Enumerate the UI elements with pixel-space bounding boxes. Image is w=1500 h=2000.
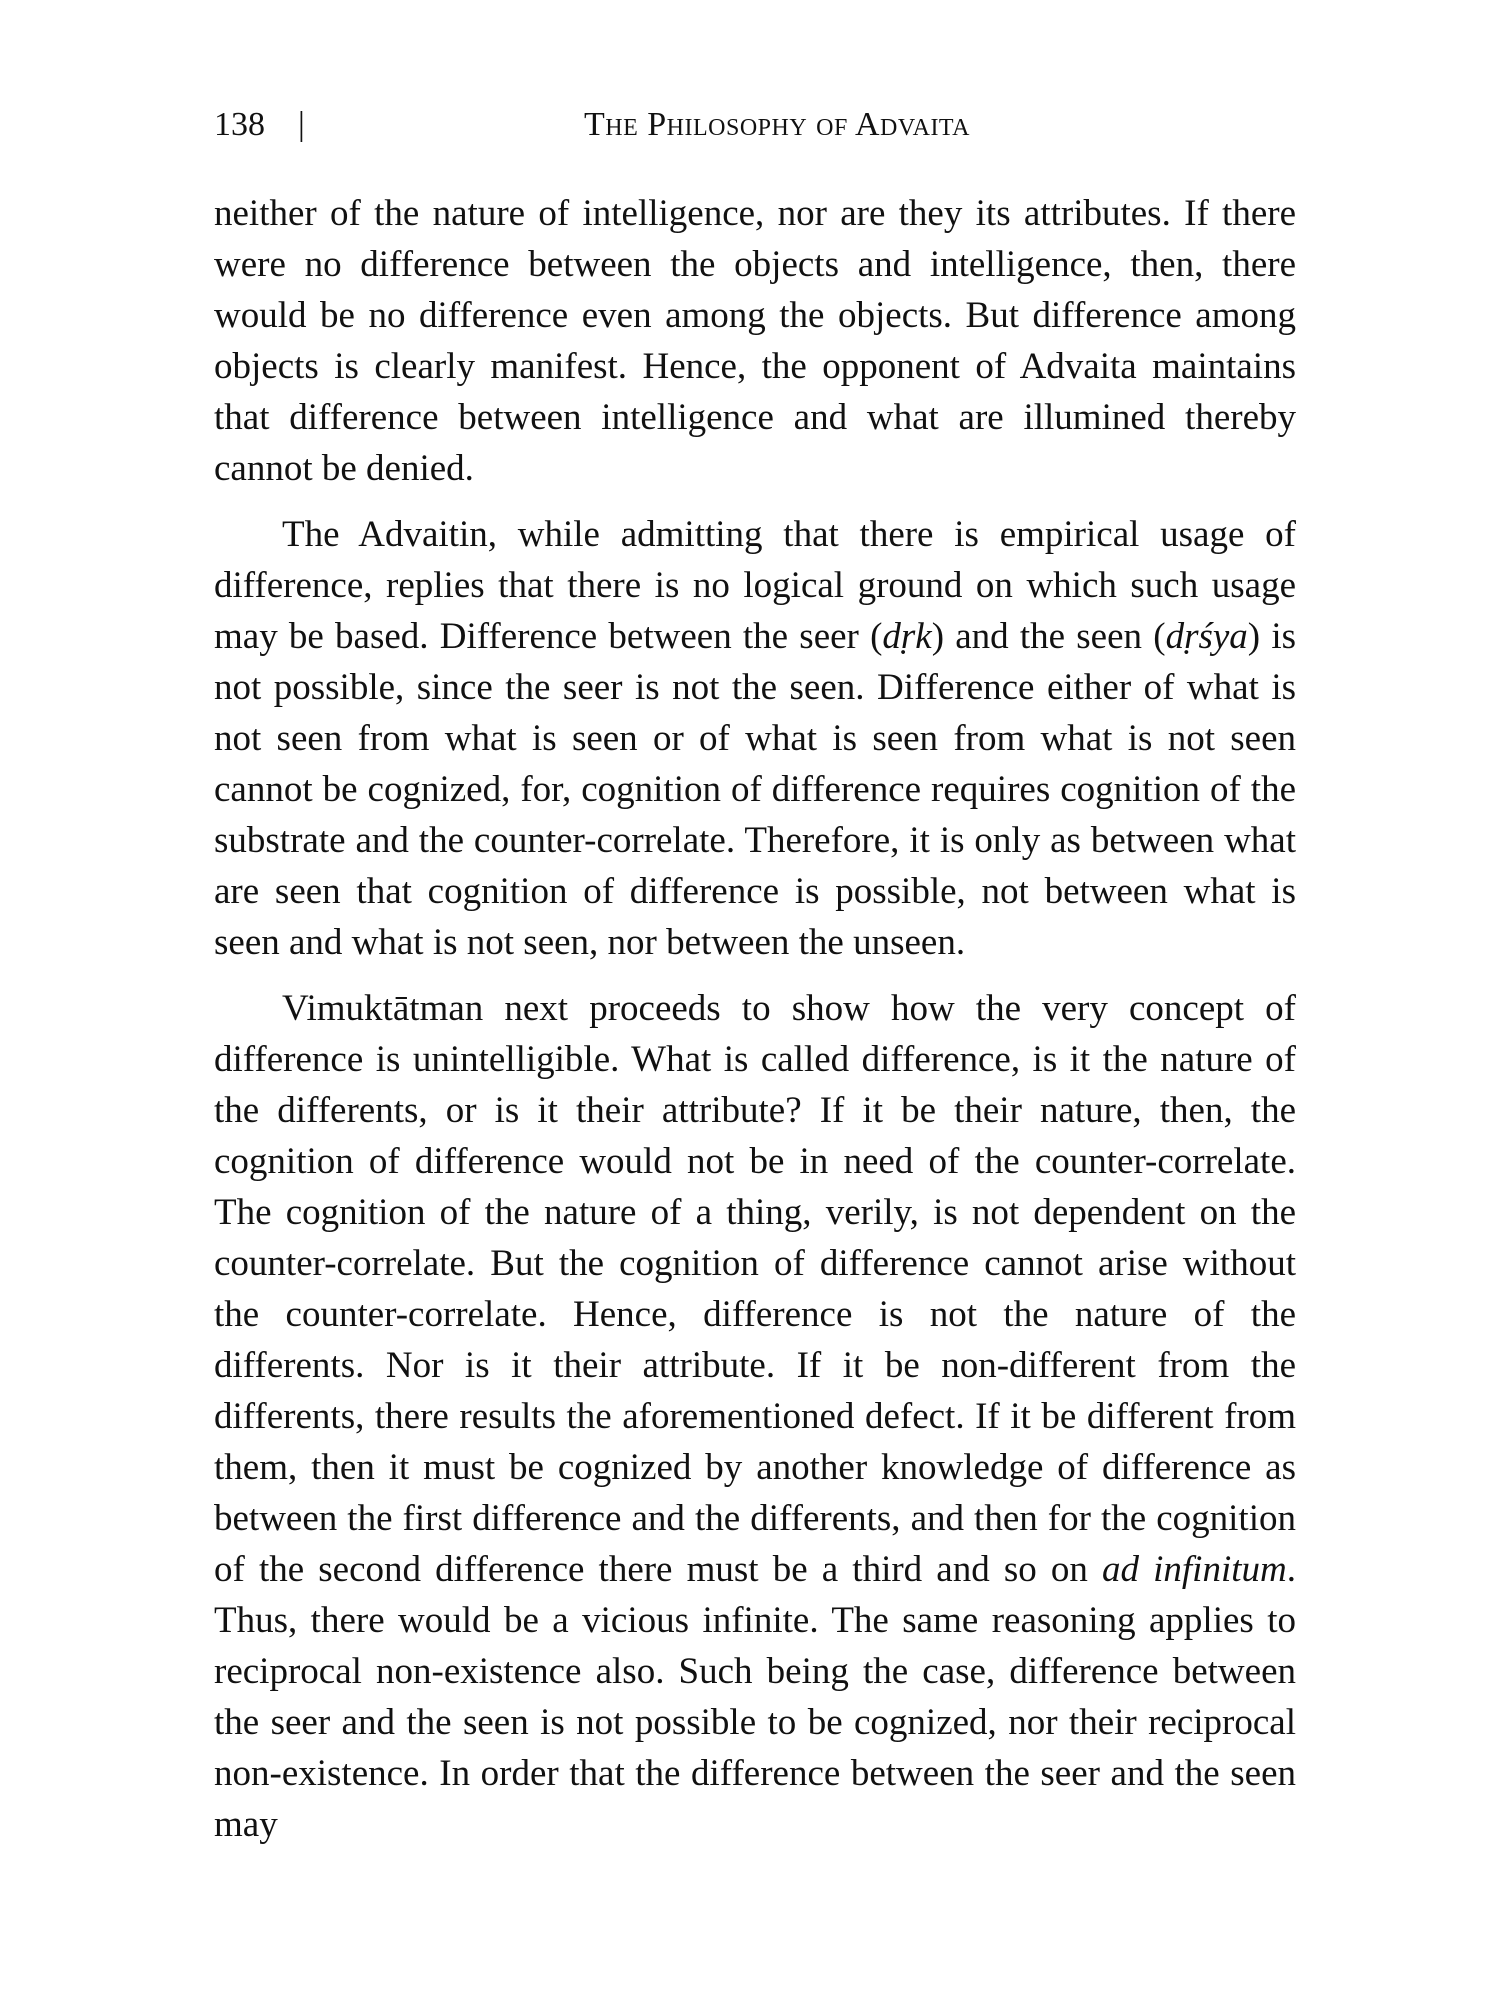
- sanskrit-term-drk: dṛk: [882, 616, 932, 657]
- paragraph-advaitin-reply: [214, 509, 1296, 968]
- paragraph-text: Vimuktātman next proceeds to show how the very concept of difference is unintelligible. What is called difference, is it the nature of the differents, or is it their attribute? If it be their nature, then, the cognition of difference would not be in need of the counter-correlate. The cognition of the nature of a thing, verily, is not dependent on the counter-correlate. But the cognition of difference cannot arise without the counter-correlate. Hence, difference is not the nature of the differents. Nor is it their attribute. If it be non-different from the differents, there results the aforementioned defect. If it be different from them, then it must be cognized by another knowledge of difference as between the first difference and the differents, and then for the cognition of the second difference there must be a third and so on: [214, 988, 1296, 1590]
- body-text: [214, 188, 1296, 1865]
- paragraph-text: neither of the nature of intelligence, nor are they its attributes. If there were no difference between the objects and intelligence, then, there would be no difference even among the objects. But difference among objects is clearly manifest. Hence, the opponent of Advaita maintains that difference between intelligence and what are illumined thereby cannot be denied.: [214, 193, 1296, 489]
- book-title: The Philosophy of Advaita: [584, 106, 970, 143]
- paragraph-text: ) and the seen (: [931, 616, 1166, 657]
- paragraph-continued: [214, 188, 1296, 494]
- paragraph-vimuktatman: [214, 983, 1296, 1850]
- paragraph-text: ) is not possible, since the seer is not the seen. Difference either of what is not seen from what is seen or of what is seen from what is not seen cannot be cognized, for, cognition of difference requires cognition of the substrate and the counter-correlate. Therefore, it is only as between what are seen that cognition of difference is possible, not between what is seen and what is not seen, nor between the unseen.: [214, 616, 1297, 963]
- paragraph-text: The Advaitin, while admitting that there is empirical usage of difference, replies that there is no logical ground on which such usage may be based. Difference between the seer (: [214, 514, 1296, 657]
- running-head: [214, 100, 1296, 150]
- paragraph-text: . Thus, there would be a vicious infinite. The same reasoning applies to reciprocal non-existence also. Such being the case, difference between the seer and the seen is not possible to be cognized, nor their reciprocal non-existence. In order that the difference between the seer and the seen may: [214, 1549, 1296, 1845]
- latin-phrase-ad-infinitum: ad infinitum: [1102, 1549, 1287, 1590]
- page-number: 138: [214, 106, 265, 143]
- header-separator: |: [298, 106, 305, 143]
- sanskrit-term-drsya: dṛśya: [1165, 616, 1248, 657]
